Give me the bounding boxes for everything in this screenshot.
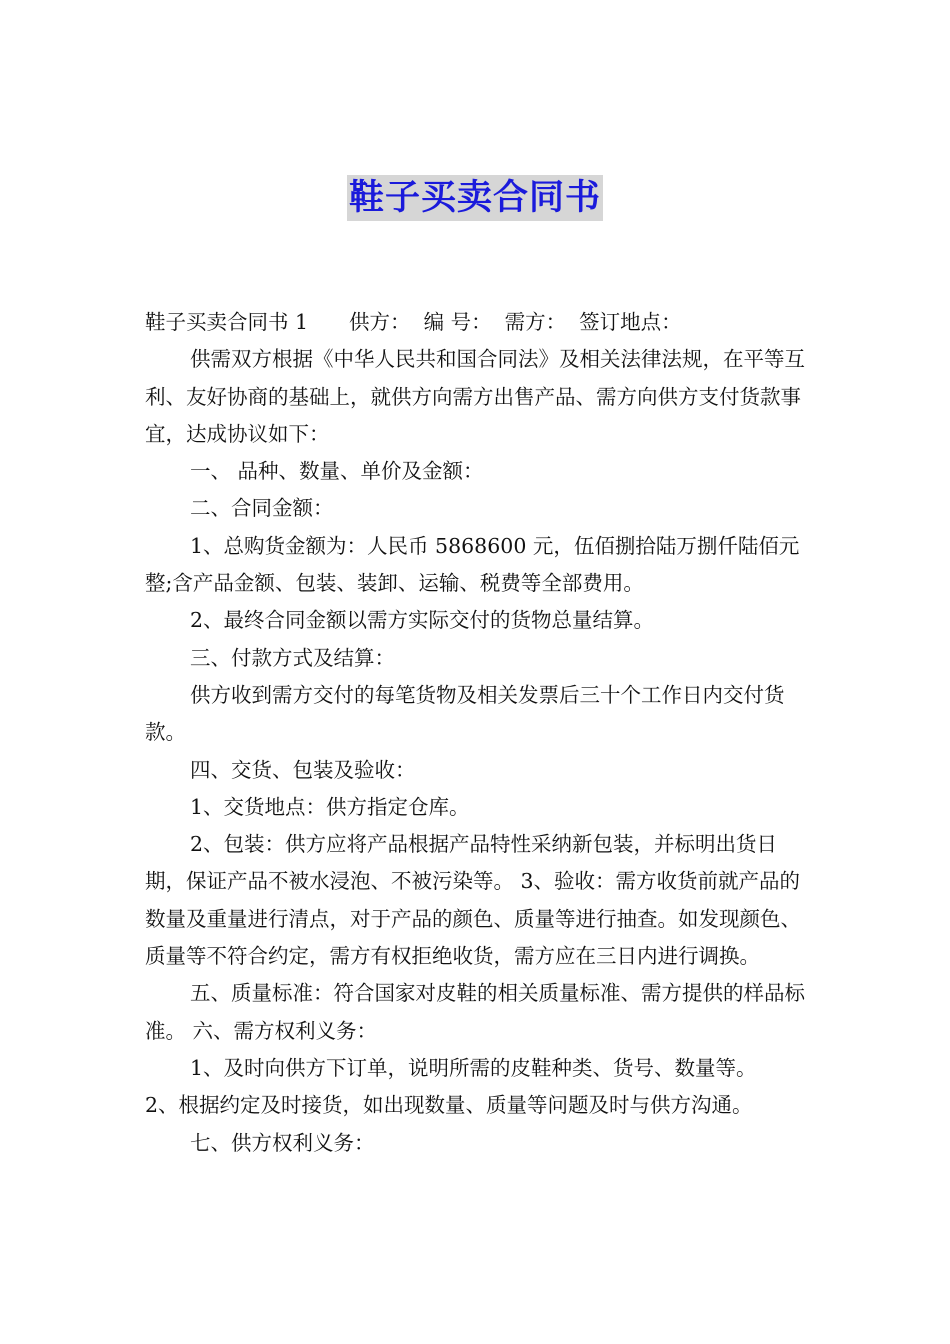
paragraph-buyer-duty-1: 1、及时向供方下订单，说明所需的皮鞋种类、货号、数量等。 xyxy=(190,1055,757,1080)
paragraph-payment: 供方收到需方交付的每笔货物及相关发票后三十个工作日内交付货款。 xyxy=(145,682,785,745)
paragraph-final-amount: 2、最终合同金额以需方实际交付的货物总量结算。 xyxy=(190,608,655,633)
paragraph-buyer-duty-2: 2、根据约定及时接货，如出现数量、质量等问题及时与供方沟通。 xyxy=(145,1093,753,1118)
section-heading-1: 一、 品种、数量、单价及金额： xyxy=(190,459,484,484)
section-heading-2: 二、合同金额： xyxy=(190,496,334,521)
section-heading-3: 三、付款方式及结算： xyxy=(190,645,395,670)
paragraph-delivery-place: 1、交货地点：供方指定仓库。 xyxy=(190,794,470,819)
header-line-text: 鞋子买卖合同书 1 供方： 编 号： 需方： 签订地点： xyxy=(145,310,682,334)
document-title-wrap xyxy=(0,175,950,221)
paragraph-packaging-inspection: 2、包装：供方应将产品根据产品特性采纳新包装，并标明出货日期，保证产品不被水浸泡、不被污染等。 3、验收：需方收货前就产品的数量及重量进行清点，对于产品的颜色、质量等进行抽查。如发现颜色、质量等不符合约定，需方有权拒绝收货，需方应在三日内进行调换。 xyxy=(145,832,801,969)
section-heading-4: 四、交货、包装及验收： xyxy=(190,757,416,782)
document-title: 鞋子买卖合同书 xyxy=(347,175,603,221)
paragraph-quality-standard: 五、质量标准：符合国家对皮鞋的相关质量标准、需方提供的样品标准。 六、需方权利义务： xyxy=(145,981,805,1043)
header-line xyxy=(145,304,810,341)
paragraph-intro: 供需双方根据《中华人民共和国合同法》及相关法律法规，在平等互利、友好协商的基础上，就供方向需方出售产品、需方向供方支付货款事宜，达成协议如下： xyxy=(145,347,805,446)
document-body xyxy=(145,304,810,1162)
paragraph-total-amount: 1、总购货金额为：人民币 5868600 元，伍佰捌拾陆万捌仟陆佰元整;含产品金额、包装、装卸、运输、税费等全部费用。 xyxy=(145,533,800,596)
section-heading-7: 七、供方权利义务： xyxy=(190,1130,375,1155)
